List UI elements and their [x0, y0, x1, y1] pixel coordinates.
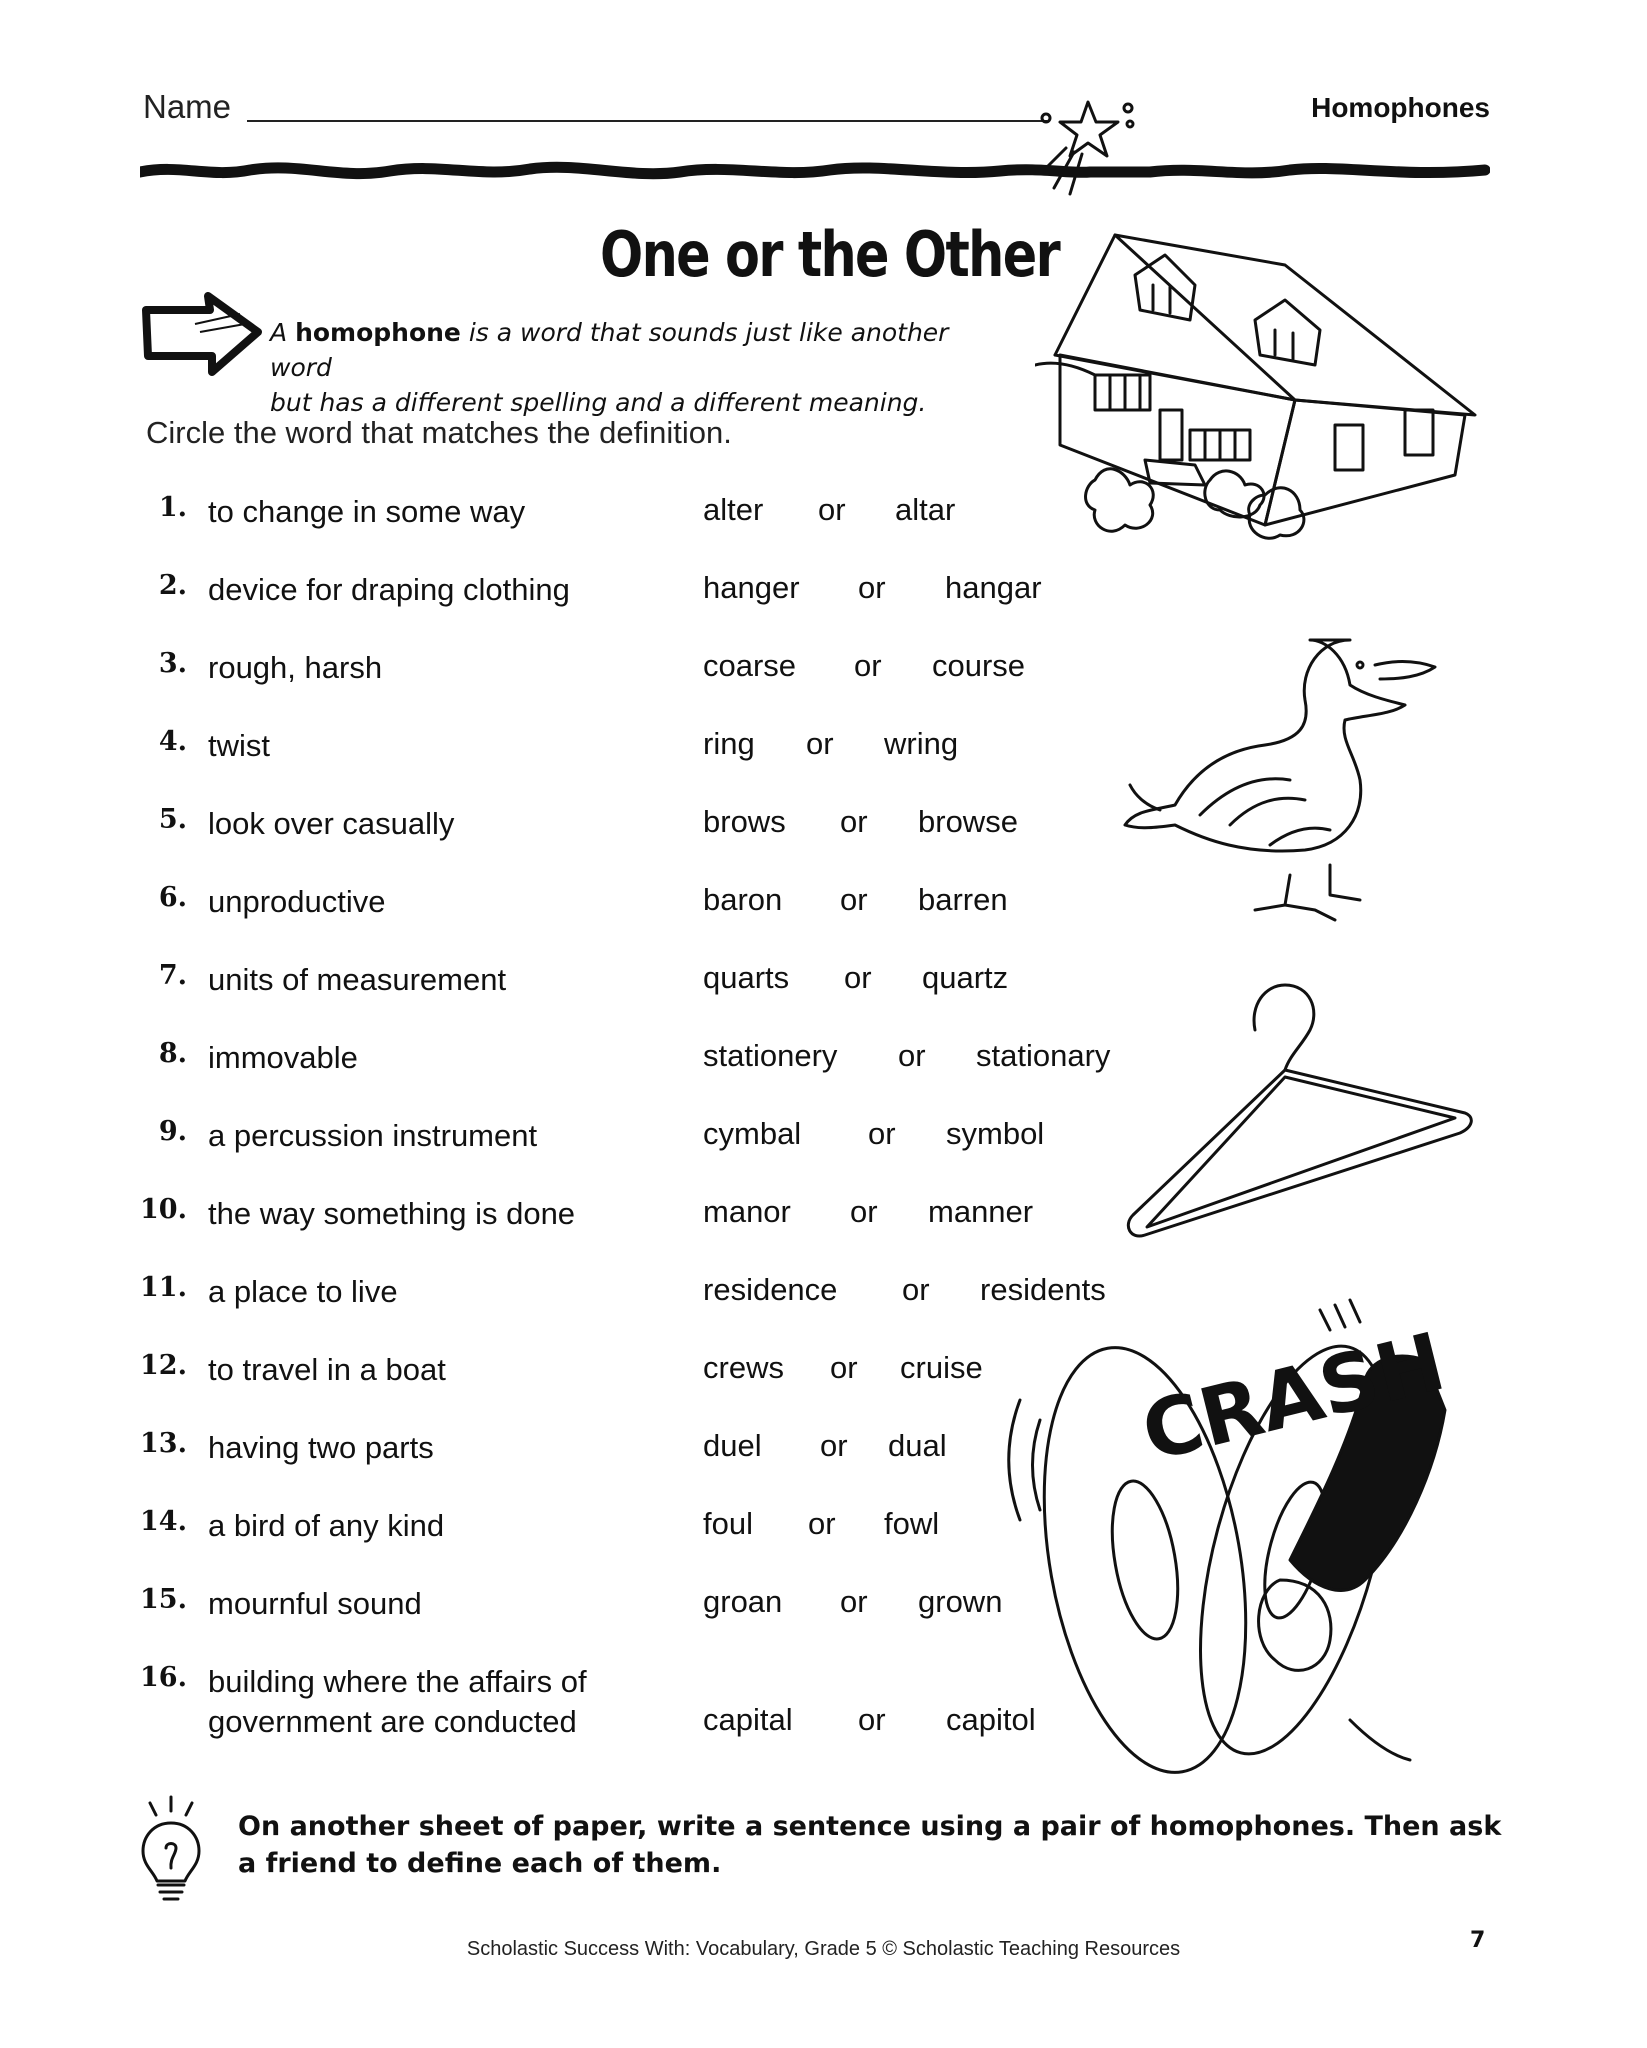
choice-or: or [858, 1702, 886, 1737]
definition-term: homophone [295, 318, 461, 347]
choice-b[interactable]: browse [918, 804, 1018, 839]
choice-a[interactable]: duel [703, 1428, 762, 1463]
choice-a[interactable]: stationery [703, 1038, 838, 1073]
item-clue: units of measurement [208, 962, 507, 997]
item-number: 3. [158, 648, 187, 679]
item-number: 11. [140, 1272, 187, 1303]
choice-a[interactable]: crews [703, 1350, 784, 1385]
homophone-definition [270, 315, 1010, 420]
item-number: 10. [140, 1194, 187, 1225]
choice-or: or [858, 570, 886, 605]
choice-b[interactable]: residents [980, 1272, 1106, 1307]
choice-a[interactable]: brows [703, 804, 786, 839]
choice-b[interactable]: symbol [946, 1116, 1045, 1151]
choice-a[interactable]: foul [703, 1506, 753, 1541]
item-clue: the way something is done [208, 1196, 576, 1231]
choice-or: or [820, 1428, 848, 1463]
choice-or: or [806, 726, 834, 761]
item-number: 1. [158, 492, 187, 523]
item-number: 9. [158, 1116, 187, 1147]
choice-or: or [868, 1116, 896, 1151]
choice-a[interactable]: residence [703, 1272, 838, 1307]
item-clue: immovable [208, 1040, 358, 1075]
item-clue: a place to live [208, 1274, 398, 1309]
duck-illustration [1120, 625, 1460, 925]
choice-or: or [830, 1350, 858, 1385]
item-clue: to change in some way [208, 494, 526, 529]
choice-or: or [840, 804, 868, 839]
choice-a[interactable]: alter [703, 492, 764, 527]
choice-or: or [850, 1194, 878, 1229]
choice-a[interactable]: baron [703, 882, 783, 917]
item-clue: to travel in a boat [208, 1352, 446, 1387]
section-label: Homophones [1311, 92, 1490, 123]
choice-b[interactable]: wring [884, 726, 959, 761]
definition-prefix: A [270, 318, 288, 347]
definition-suffix: is a word that sounds just like another word [270, 318, 949, 382]
item-number: 5. [158, 804, 187, 835]
instructions: Circle the word that matches the definition. [146, 415, 732, 450]
name-write-line [247, 120, 1047, 122]
arrow-icon [140, 292, 265, 377]
choice-b[interactable]: hangar [945, 570, 1042, 605]
choice-a[interactable]: hanger [703, 570, 800, 605]
choice-or: or [840, 1584, 868, 1619]
choice-a[interactable]: capital [703, 1702, 793, 1737]
extension-tip: On another sheet of paper, write a sentence using a pair of homophones. Then ask a friend to define each of them. [238, 1811, 1502, 1879]
choice-or: or [898, 1038, 926, 1073]
item-number: 4. [158, 726, 187, 757]
item-clue: look over casually [208, 806, 455, 841]
item-clue-line2: government are conducted [208, 1704, 577, 1739]
item-clue: a bird of any kind [208, 1508, 445, 1543]
definition-line2: but has a different spelling and a different meaning. [270, 388, 927, 417]
item-number: 12. [140, 1350, 187, 1381]
page-title: One or the Other [600, 218, 1060, 291]
header-divider [140, 158, 1490, 188]
cymbal-crash-illustration [990, 1280, 1490, 1800]
choice-b[interactable]: manner [928, 1194, 1034, 1229]
crash-text: CRASH [1133, 1314, 1454, 1480]
choice-or: or [844, 960, 872, 995]
hanger-illustration [1125, 975, 1475, 1250]
footer-credit: Scholastic Success With: Vocabulary, Grade 5 © Scholastic Teaching Resources [466, 1938, 1181, 1960]
item-number: 14. [140, 1506, 187, 1537]
item-number: 15. [140, 1584, 187, 1615]
item-number: 6. [158, 882, 187, 913]
choice-a[interactable]: cymbal [703, 1116, 802, 1151]
choice-a[interactable]: manor [703, 1194, 791, 1229]
item-clue: having two parts [208, 1430, 434, 1465]
choice-b[interactable]: altar [895, 492, 956, 527]
choice-b[interactable]: cruise [900, 1350, 983, 1385]
choice-b[interactable]: grown [918, 1584, 1003, 1619]
name-label: Name [143, 88, 232, 125]
item-clue: mournful sound [208, 1586, 422, 1621]
choice-b[interactable]: stationary [976, 1038, 1111, 1073]
item-clue: rough, harsh [208, 650, 383, 685]
page-number: 7 [1470, 1928, 1486, 1953]
choice-or: or [902, 1272, 930, 1307]
item-number: 7. [158, 960, 187, 991]
item-clue-line1: building where the affairs of [208, 1664, 587, 1699]
choice-or: or [808, 1506, 836, 1541]
choice-or: or [818, 492, 846, 527]
choice-b[interactable]: course [932, 648, 1026, 683]
choice-or: or [854, 648, 882, 683]
choice-a[interactable]: quarts [703, 960, 790, 995]
choice-b[interactable]: dual [888, 1428, 947, 1463]
choice-b[interactable]: capitol [946, 1702, 1036, 1737]
item-clue: a percussion instrument [208, 1118, 538, 1153]
item-clue: unproductive [208, 884, 386, 919]
choice-or: or [840, 882, 868, 917]
choice-b[interactable]: quartz [922, 960, 1009, 995]
item-clue: device for draping clothing [208, 572, 570, 607]
choice-a[interactable]: groan [703, 1584, 783, 1619]
choice-b[interactable]: fowl [884, 1506, 940, 1541]
item-number: 2. [158, 570, 187, 601]
item-number: 8. [158, 1038, 187, 1069]
item-clue: twist [208, 728, 270, 763]
choice-a[interactable]: ring [703, 726, 755, 761]
item-number: 16. [140, 1662, 187, 1693]
choice-a[interactable]: coarse [703, 648, 797, 683]
choice-b[interactable]: barren [918, 882, 1008, 917]
house-illustration [1035, 225, 1480, 580]
lightbulb-icon [136, 1793, 206, 1903]
item-clue [208, 1662, 708, 1742]
item-number: 13. [140, 1428, 187, 1459]
